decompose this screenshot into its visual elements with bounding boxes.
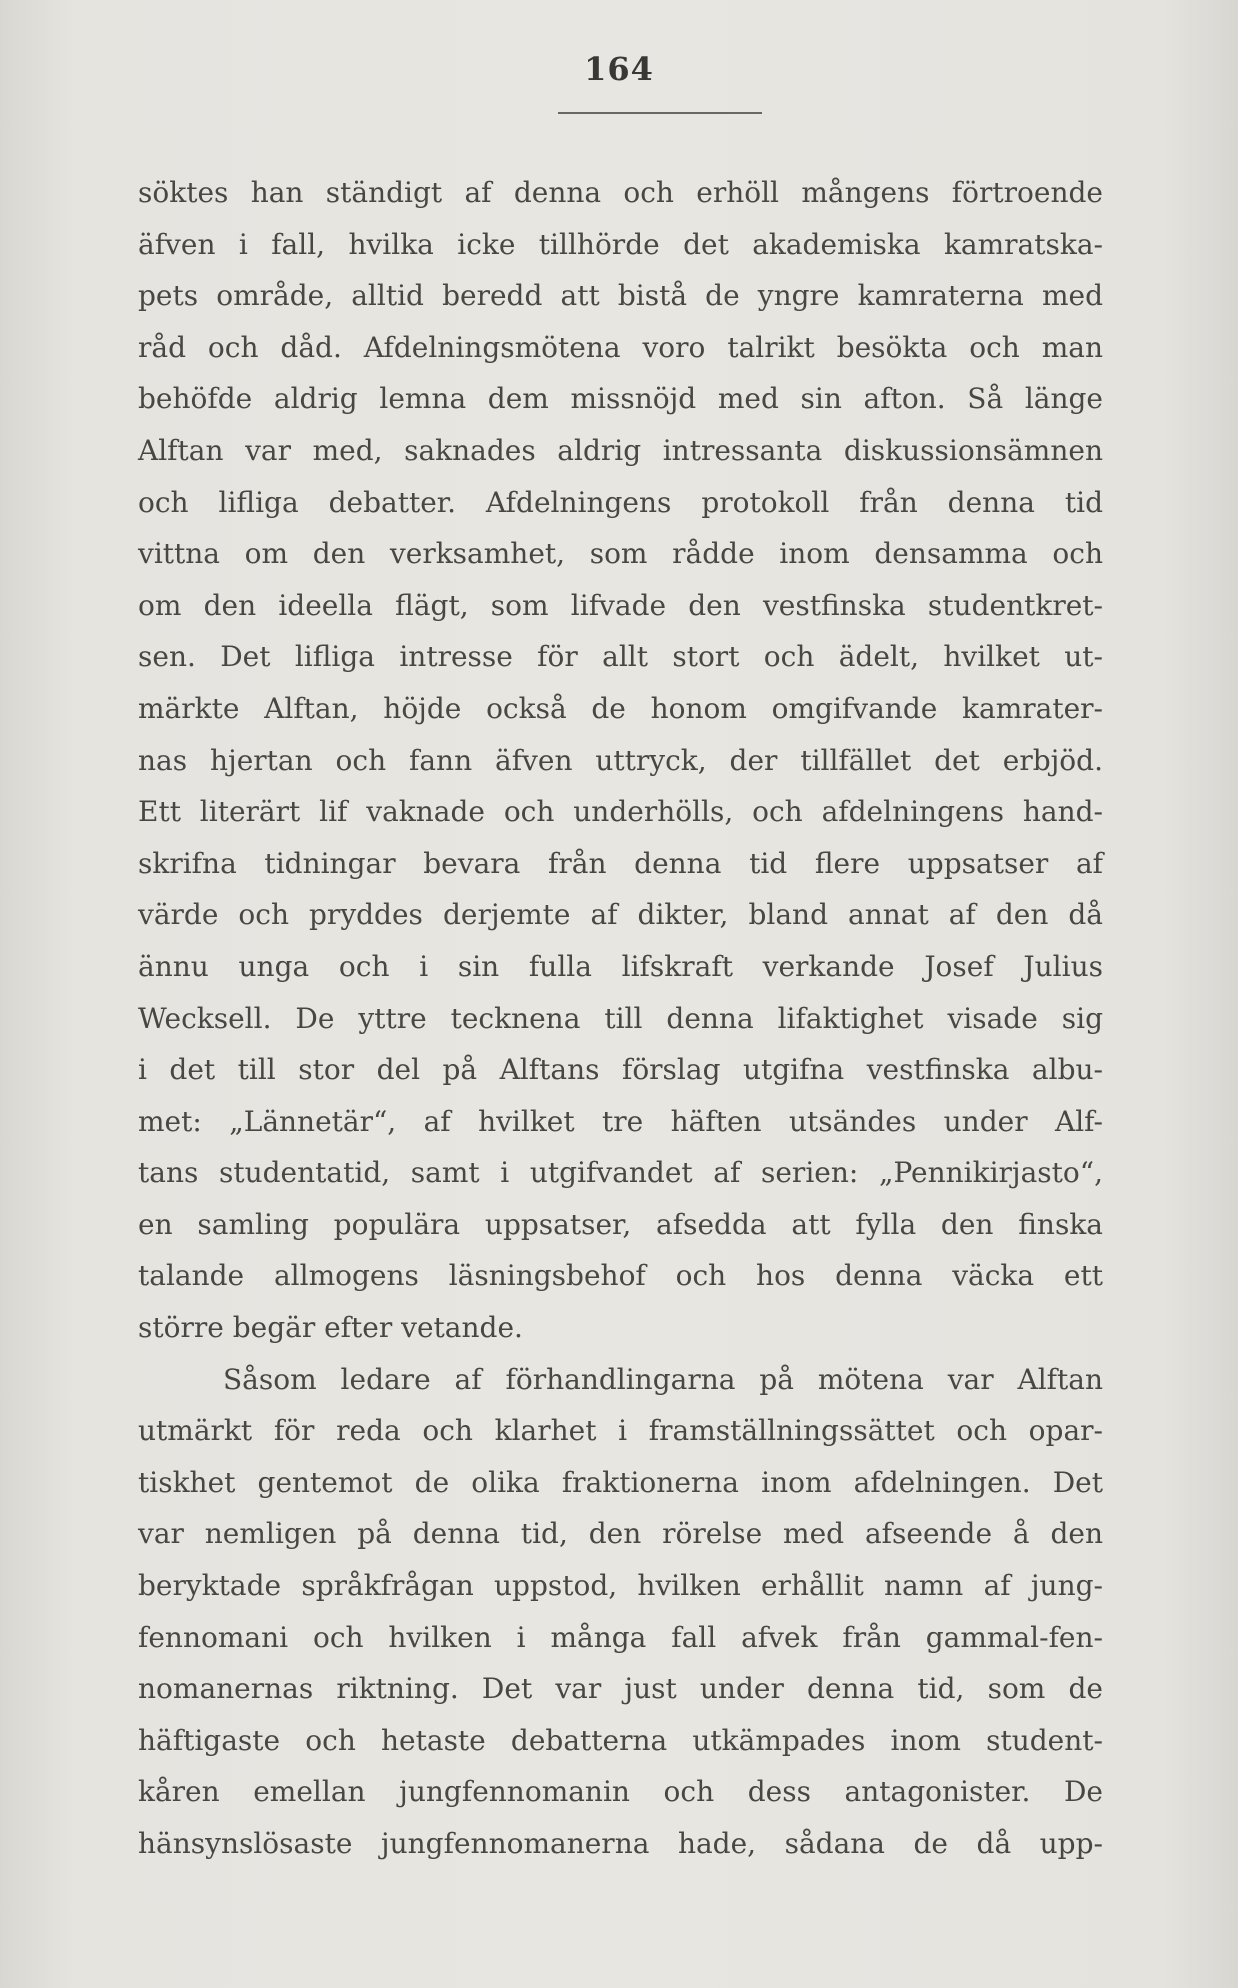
text-line: en samling populära uppsatser, afsedda att fylla den finska: [138, 1207, 1103, 1241]
body-text: [138, 167, 1103, 1870]
text-line: hänsynslösaste jungfennomanerna hade, sådana de då upp-: [138, 1827, 1103, 1860]
text-line: råd och dåd. Afdelningsmötena voro talrikt besökta och man: [138, 330, 1103, 364]
text-line: skrifna tidningar bevara från denna tid flere uppsatser af: [138, 846, 1103, 880]
text-line: i det till stor del på Alftans förslag utgifna vestfinska albu-: [138, 1053, 1103, 1087]
text-line: tiskhet gentemot de olika fraktionerna inom afdelningen. Det: [138, 1465, 1103, 1499]
text-line: ännu unga och i sin fulla lifskraft verkande Josef Julius: [138, 949, 1103, 983]
text-line: pets område, alltid beredd att bistå de yngre kamraterna med: [138, 279, 1103, 313]
page-number: 164: [584, 50, 654, 88]
text-line: talande allmogens läsningsbehof och hos denna väcka ett: [138, 1259, 1103, 1293]
text-line: beryktade språkfrågan uppstod, hvilken erhållit namn af jung-: [138, 1569, 1103, 1603]
text-line: tans studentatid, samt i utgifvandet af serien: „Pennikirjasto“,: [138, 1156, 1103, 1190]
text-line: behöfde aldrig lemna dem missnöjd med sin afton. Så länge: [138, 382, 1103, 416]
text-line: och lifliga debatter. Afdelningens protokoll från denna tid: [138, 485, 1103, 519]
text-line: Ett literärt lif vaknade och underhölls, och afdelningens hand-: [138, 795, 1103, 829]
text-line: utmärkt för reda och klarhet i framställningssättet och opar-: [138, 1414, 1103, 1448]
text-line: Såsom ledare af förhandlingarna på mötena var Alftan: [223, 1362, 1103, 1396]
text-line: sen. Det lifliga intresse för allt stort och ädelt, hvilket ut-: [138, 640, 1103, 674]
text-line: nomanernas riktning. Det var just under denna tid, som de: [138, 1672, 1103, 1706]
text-line: häftigaste och hetaste debatterna utkämpades inom student-: [138, 1723, 1103, 1757]
text-line: Wecksell. De yttre tecknena till denna lifaktighet visade sig: [138, 1001, 1103, 1035]
text-line: äfven i fall, hvilka icke tillhörde det akademiska kamratska-: [138, 227, 1103, 261]
text-line: kåren emellan jungfennomanin och dess antagonister. De: [138, 1775, 1103, 1809]
text-line: Alftan var med, saknades aldrig intressanta diskussionsämnen: [138, 433, 1103, 467]
text-line: värde och pryddes derjemte af dikter, bland annat af den då: [138, 898, 1103, 932]
text-line: var nemligen på denna tid, den rörelse med afseende å den: [138, 1517, 1103, 1551]
text-line: vittna om den verksamhet, som rådde inom densamma och: [138, 537, 1103, 571]
text-line: om den ideella flägt, som lifvade den vestfinska studentkret-: [138, 588, 1103, 622]
text-line: met: „Lännetär“, af hvilket tre häften utsändes under Alf-: [138, 1104, 1103, 1138]
header-rule: [558, 112, 762, 114]
text-line: fennomani och hvilken i många fall afvek från gammal-fen-: [138, 1620, 1103, 1654]
text-line: märkte Alftan, höjde också de honom omgifvande kamrater-: [138, 691, 1103, 725]
text-line: nas hjertan och fann äfven uttryck, der tillfället det erbjöd.: [138, 743, 1103, 777]
text-line: större begär efter vetande.: [138, 1311, 523, 1345]
text-line: söktes han ständigt af denna och erhöll mångens förtroende: [138, 176, 1103, 209]
